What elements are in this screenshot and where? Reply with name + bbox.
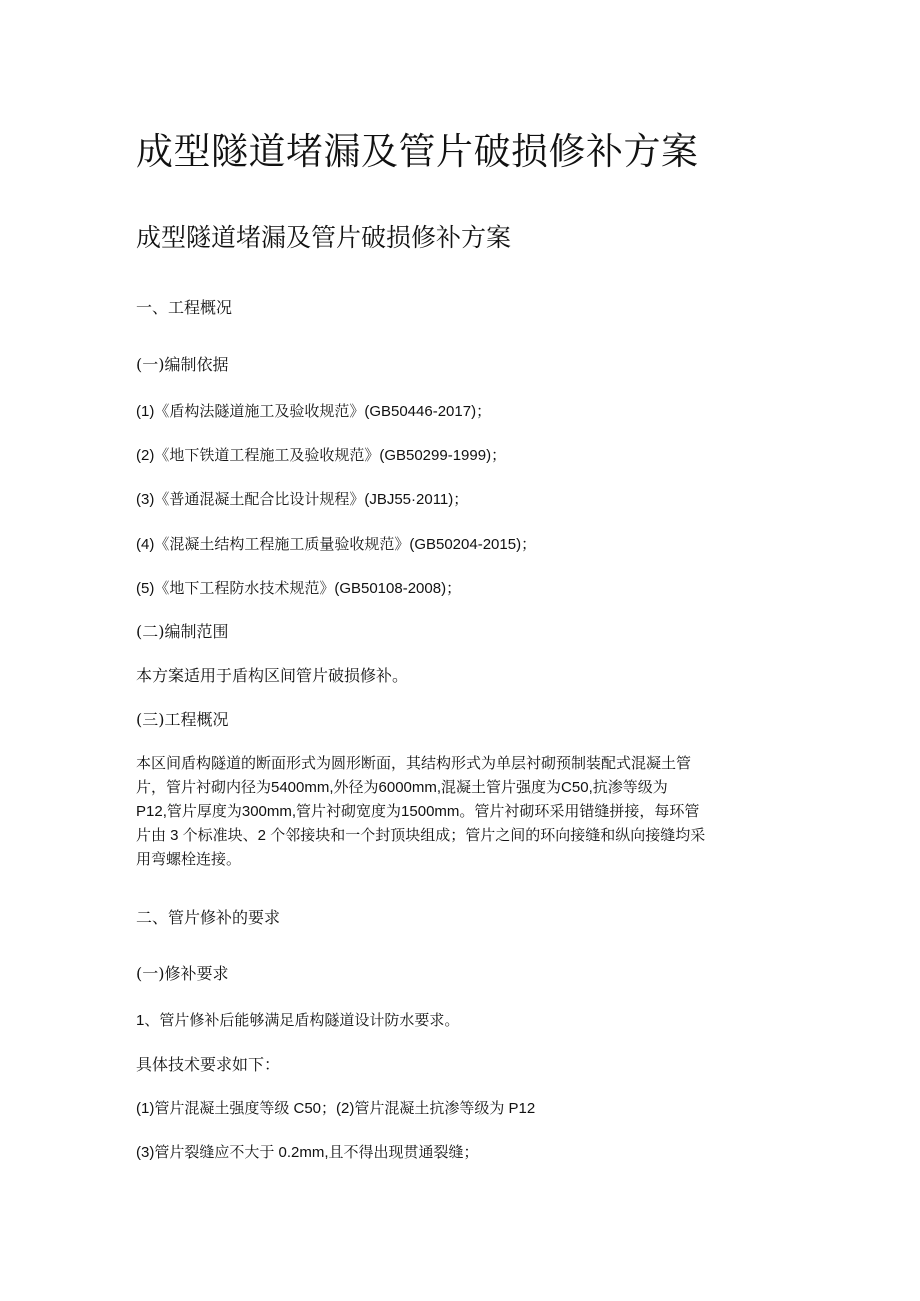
document-subtitle: 成型隧道堵漏及管片破损修补方案 xyxy=(136,223,512,252)
paragraph-line: 用弯螺栓连接。 xyxy=(136,851,242,868)
reference-item: (2)《地下铁道工程施工及验收规范》(GB50299-1999)； xyxy=(136,447,507,464)
paragraph-line: 片，管片衬砌内径为5400mm,外径为6000mm,混凝土管片强度为C50,抗渗等级为 xyxy=(136,779,668,796)
subsection-heading-project: (三)工程概况 xyxy=(136,710,229,729)
paragraph-line: P12,管片厚度为300mm,管片衬砌宽度为1500mm。管片衬砌环采用错缝拼接，每环管 xyxy=(136,803,700,820)
reference-item: (3)《普通混凝土配合比设计规程》(JBJ55·2011)； xyxy=(136,491,469,508)
section-heading-overview: 一、工程概况 xyxy=(136,298,233,317)
requirement-text: 1、管片修补后能够满足盾构隧道设计防水要求。 xyxy=(136,1012,460,1029)
requirement-intro: 具体技术要求如下： xyxy=(136,1055,281,1074)
subsection-heading-scope: (二)编制范围 xyxy=(136,622,229,641)
subsection-heading-repair: (一)修补要求 xyxy=(136,964,229,983)
paragraph-line: 本区间盾构隧道的断面形式为圆形断面，其结构形式为单层衬砌预制装配式混凝土管 xyxy=(136,755,692,772)
paragraph-line: 片由 3 个标准块、2 个邻接块和一个封顶块组成；管片之间的环向接缝和纵向接缝均采 xyxy=(136,827,706,844)
project-overview-paragraph xyxy=(136,752,786,872)
document-title: 成型隧道堵漏及管片破损修补方案 xyxy=(136,130,699,173)
requirement-item: (3)管片裂缝应不大于 0.2mm,且不得出现贯通裂缝； xyxy=(136,1144,479,1161)
section-heading-requirements: 二、管片修补的要求 xyxy=(136,908,281,927)
scope-text: 本方案适用于盾构区间管片破损修补。 xyxy=(136,666,409,685)
requirement-item: (1)管片混凝土强度等级 C50；(2)管片混凝土抗渗等级为 P12 xyxy=(136,1100,536,1117)
subsection-heading-basis: (一)编制依据 xyxy=(136,355,229,374)
reference-item: (5)《地下工程防水技术规范》(GB50108-2008)； xyxy=(136,580,462,597)
reference-item: (4)《混凝土结构工程施工质量验收规范》(GB50204-2015)； xyxy=(136,536,537,553)
reference-item: (1)《盾构法隧道施工及验收规范》(GB50446-2017)； xyxy=(136,403,492,420)
